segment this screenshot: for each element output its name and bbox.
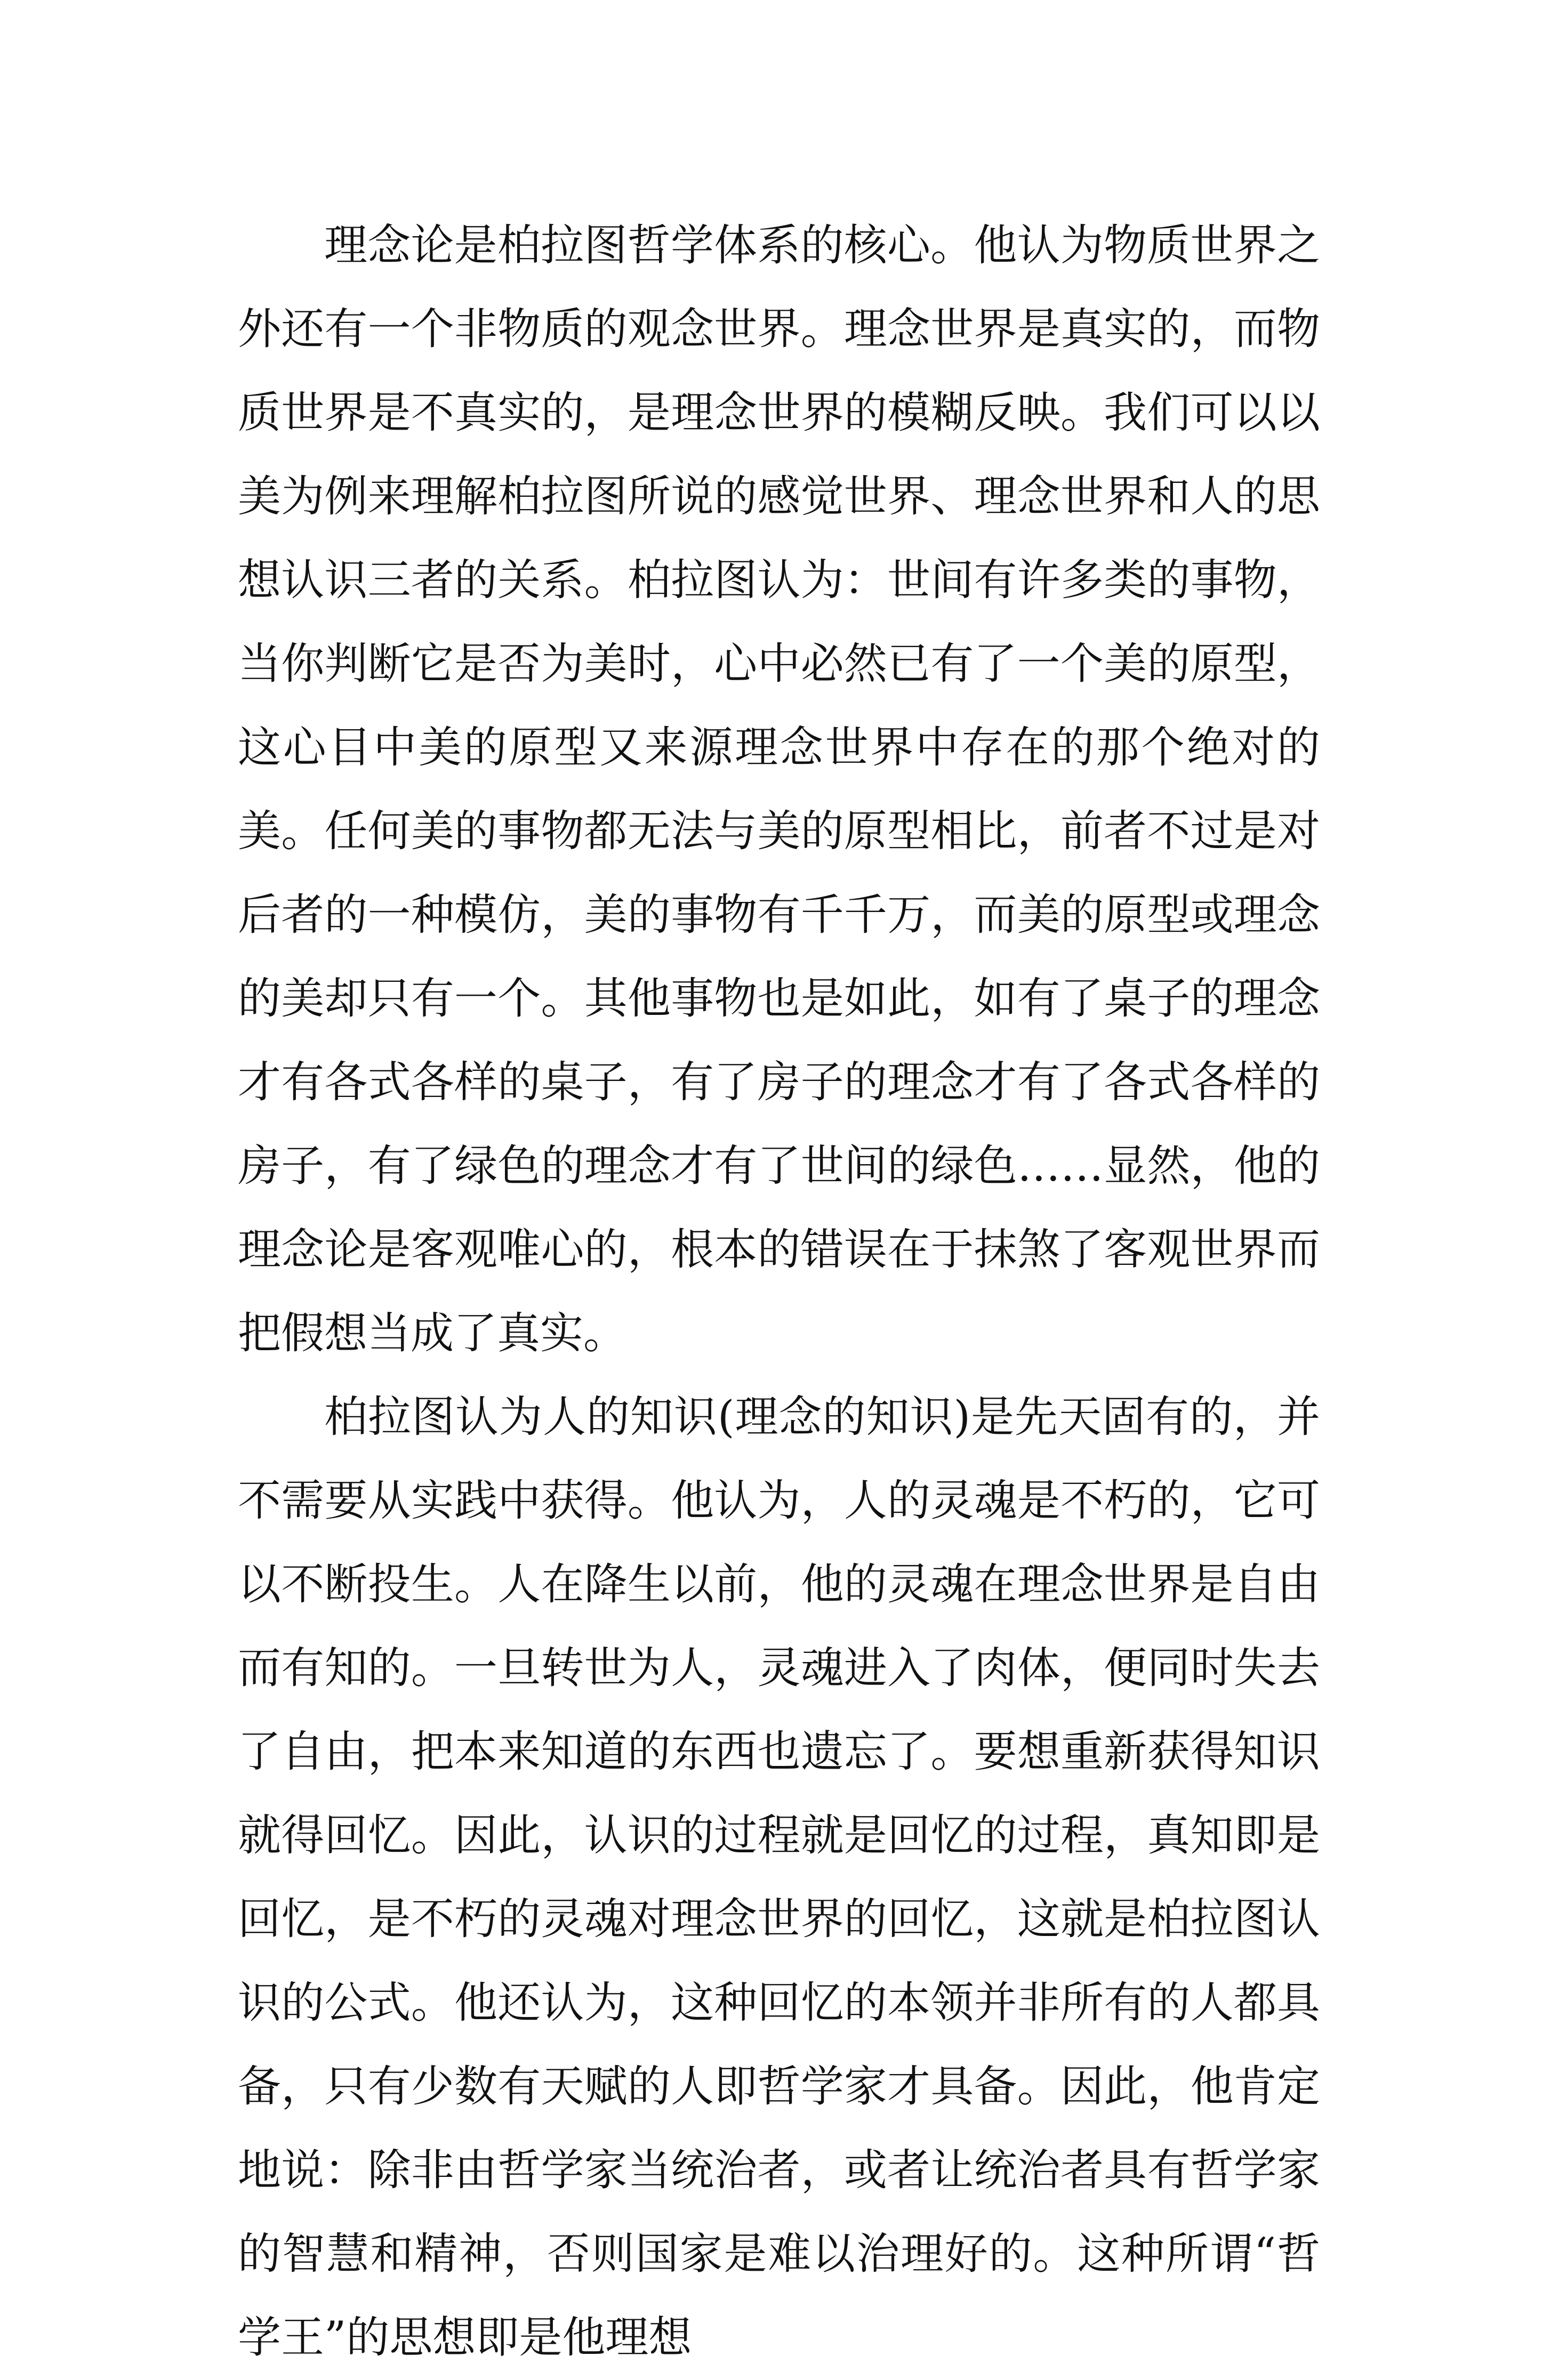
- paragraph-2: 柏拉图认为人的知识(理念的知识)是先天固有的，并不需要从实践中获得。他认为，人的灵魂是不朽的，它可以不断投生。人在降生以前，他的灵魂在理念世界是自由而有知的。一旦转世为人，灵魂进入了肉体，便同时失去了自由，把本来知道的东西也遗忘了。要想重新获得知识就得回忆。因此，认识的过程就是回忆的过程，真知即是回忆，是不朽的灵魂对理念世界的回忆，这就是柏拉图认识的公式。他还认为，这种回忆的本领并非所有的人都具备，只有少数有天赋的人即哲学家才具备。因此，他肯定地说：除非由哲学家当统治者，或者让统治者具有哲学家的智慧和精神，否则国家是难以治理好的。这种所谓“哲学王”的思想即是他理想: [238, 1392, 1320, 2363]
- paragraph-1: 理念论是柏拉图哲学体系的核心。他认为物质世界之外还有一个非物质的观念世界。理念世界是真实的，而物质世界是不真实的，是理念世界的模糊反映。我们可以以美为例来理解柏拉图所说的感觉世界、理念世界和人的思想认识三者的关系。柏拉图认为：世间有许多类的事物，当你判断它是否为美时，心中必然已有了一个美的原型，这心目中美的原型又来源理念世界中存在的那个绝对的美。任何美的事物都无法与美的原型相比，前者不过是对后者的一种模仿，美的事物有千千万，而美的原型或理念的美却只有一个。其他事物也是如此，如有了桌子的理念才有各式各样的桌子，有了房子的理念才有了各式各样的房子，有了绿色的理念才有了世间的绿色……显然，他的理念论是客观唯心的，根本的错误在于抹煞了客观世界而把假想当成了真实。: [238, 221, 1320, 1359]
- body-text: [238, 204, 1320, 2380]
